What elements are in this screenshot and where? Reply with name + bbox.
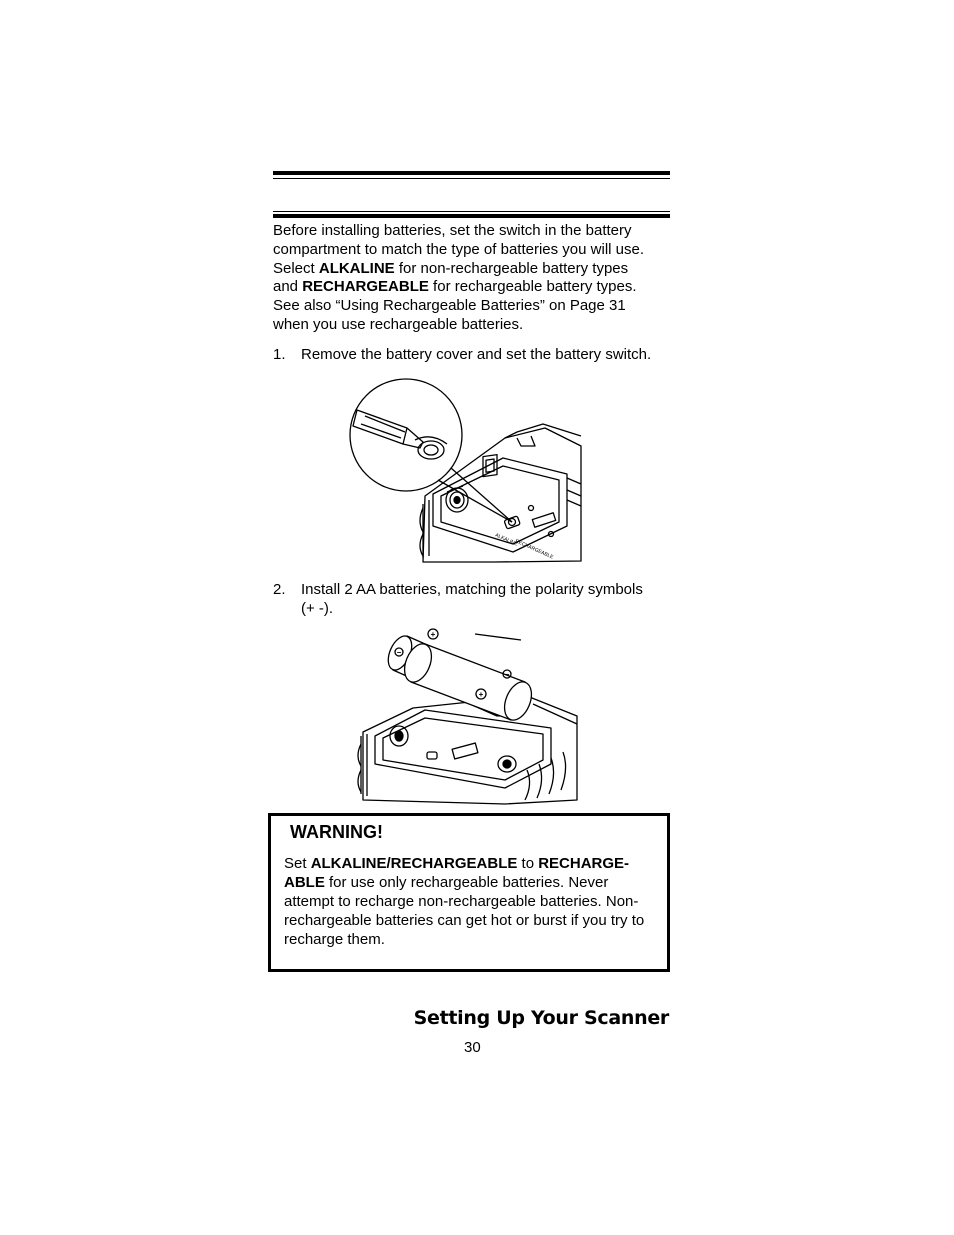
- intro-line: Select ALKALINE for non-rechargeable battery types: [273, 259, 629, 277]
- section-rule-thin: [273, 211, 670, 212]
- intro-line: See also “Using Rechargeable Batteries” on Page 31: [273, 297, 626, 315]
- rechargeable-term: RECHARGEABLE: [302, 278, 429, 296]
- intro-line: when you use rechargeable batteries.: [273, 315, 524, 333]
- intro-paragraph: [273, 222, 673, 335]
- header-rule-thin: [273, 178, 670, 179]
- battery-switch-illustration: [345, 376, 585, 568]
- warning-title: WARNING!: [290, 822, 383, 842]
- intro-line: and RECHARGEABLE for rechargeable battery types.: [273, 278, 637, 296]
- step-number: 1.: [273, 346, 286, 363]
- warning-box: [268, 813, 670, 972]
- section-title: Setting Up Your Scanner: [413, 1007, 669, 1029]
- warning-line: ABLE for use only rechargeable batteries. Never: [284, 874, 609, 891]
- svg-text:−: −: [396, 648, 402, 657]
- svg-text:−: −: [504, 670, 510, 679]
- install-batteries-illustration: [355, 624, 580, 808]
- warning-line: rechargeable batteries can get hot or burst if you try to: [284, 912, 645, 929]
- alkaline-term: ALKALINE: [318, 259, 395, 277]
- warning-body: [284, 854, 662, 949]
- section-rule-thick: [273, 214, 670, 218]
- step-number: 2.: [273, 581, 286, 598]
- intro-line: compartment to match the type of batteries you will use.: [273, 240, 645, 258]
- figure-switch-label: ALKALINE: [494, 532, 519, 548]
- page-number: 30: [464, 1039, 481, 1056]
- svg-text:+: +: [478, 690, 484, 699]
- svg-text:+: +: [430, 630, 436, 639]
- header-rule-thick: [273, 171, 670, 175]
- warning-line: recharge them.: [284, 931, 385, 948]
- warning-line: attempt to recharge non-rechargeable batteries. Non-: [284, 893, 639, 910]
- intro-line: Before installing batteries, set the switch in the battery: [273, 222, 632, 239]
- step-text: Install 2 AA batteries, matching the polarity symbols (+ -).: [301, 581, 643, 617]
- step-text: Remove the battery cover and set the battery switch.: [301, 346, 652, 363]
- warning-line: Set ALKALINE/RECHARGEABLE to RECHARGE-: [284, 855, 630, 872]
- figure-switch-label: RECHARGEABLE: [514, 538, 555, 561]
